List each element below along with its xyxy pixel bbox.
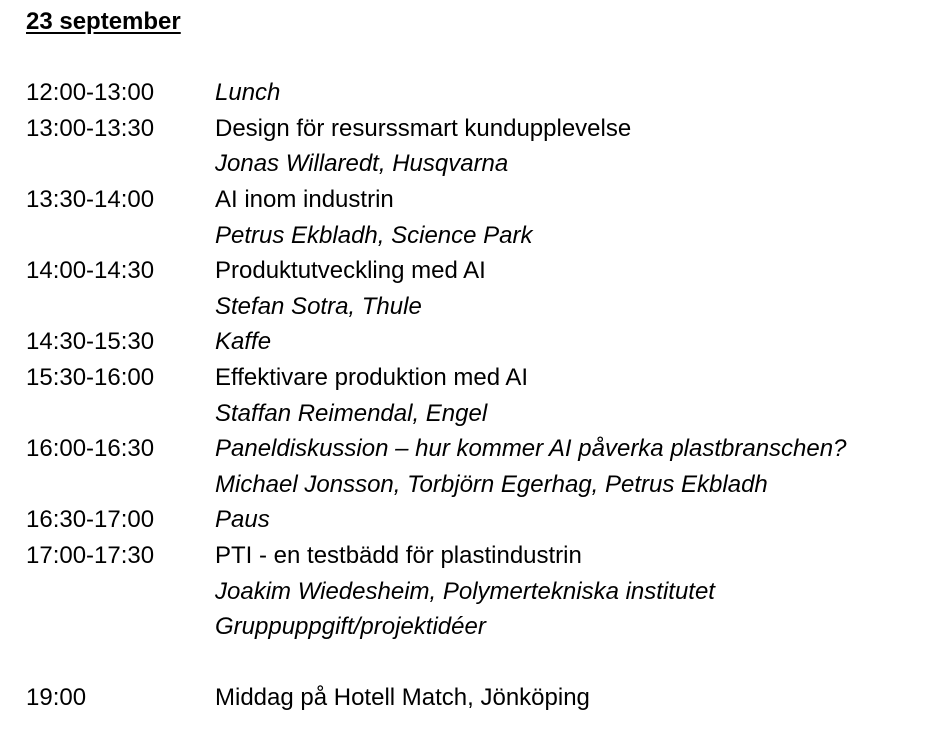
schedule-row — [26, 182, 941, 218]
schedule-row — [26, 609, 941, 645]
row-speaker: Stefan Sotra, Thule — [215, 292, 422, 320]
schedule-row — [26, 218, 941, 254]
row-text: Design för resurssmart kundupplevelse — [215, 114, 632, 142]
row-text: Paus — [215, 506, 270, 534]
schedule-row — [26, 396, 941, 432]
schedule-row — [26, 502, 941, 538]
row-time: 16:30-17:00 — [26, 506, 155, 534]
row-speaker: Joakim Wiedesheim, Polymertekniska institutet — [215, 577, 715, 605]
date-heading: 23 september — [26, 8, 181, 35]
row-time — [26, 574, 215, 610]
schedule-row — [26, 75, 941, 111]
row-time: 13:30-14:00 — [26, 185, 155, 213]
evening-time: 19:00 — [26, 684, 87, 712]
schedule-row — [26, 146, 941, 182]
row-text: Gruppuppgift/projektidéer — [215, 613, 486, 641]
row-time — [26, 218, 215, 254]
row-text: Paneldiskussion – hur kommer AI påverka plastbranschen? — [215, 435, 847, 463]
row-time — [26, 609, 215, 645]
row-text: PTI - en testbädd för plastindustrin — [215, 541, 582, 569]
row-time: 13:00-13:30 — [26, 114, 155, 142]
spacer — [26, 645, 941, 681]
row-text: Kaffe — [215, 328, 272, 356]
row-time — [26, 146, 215, 182]
schedule-row — [26, 324, 941, 360]
row-speaker: Petrus Ekbladh, Science Park — [215, 221, 533, 249]
schedule-row — [26, 253, 941, 289]
schedule-row — [26, 538, 941, 574]
evening-text: Middag på Hotell Match, Jönköping — [215, 684, 590, 712]
schedule-row — [26, 111, 941, 147]
schedule-row — [26, 360, 941, 396]
row-time — [26, 396, 215, 432]
row-time — [26, 467, 215, 503]
schedule-row — [26, 467, 941, 503]
schedule-list — [26, 75, 941, 645]
row-text: Produktutveckling med AI — [215, 257, 486, 285]
row-time — [26, 289, 215, 325]
spacer — [26, 40, 941, 76]
row-speaker: Staffan Reimendal, Engel — [215, 399, 488, 427]
schedule-row — [26, 431, 941, 467]
row-speaker: Michael Jonsson, Torbjörn Egerhag, Petrus Ekbladh — [215, 470, 768, 498]
row-time: 17:00-17:30 — [26, 541, 155, 569]
row-time: 14:30-15:30 — [26, 328, 155, 356]
row-text: AI inom industrin — [215, 185, 394, 213]
row-text: Lunch — [215, 79, 281, 107]
row-time: 16:00-16:30 — [26, 435, 155, 463]
schedule-row — [26, 289, 941, 325]
row-speaker: Jonas Willaredt, Husqvarna — [215, 150, 509, 178]
row-time: 14:00-14:30 — [26, 257, 155, 285]
schedule-row — [26, 574, 941, 610]
row-time: 12:00-13:00 — [26, 79, 155, 107]
row-text: Effektivare produktion med AI — [215, 363, 529, 391]
evening-row — [26, 680, 941, 716]
row-time: 15:30-16:00 — [26, 363, 155, 391]
